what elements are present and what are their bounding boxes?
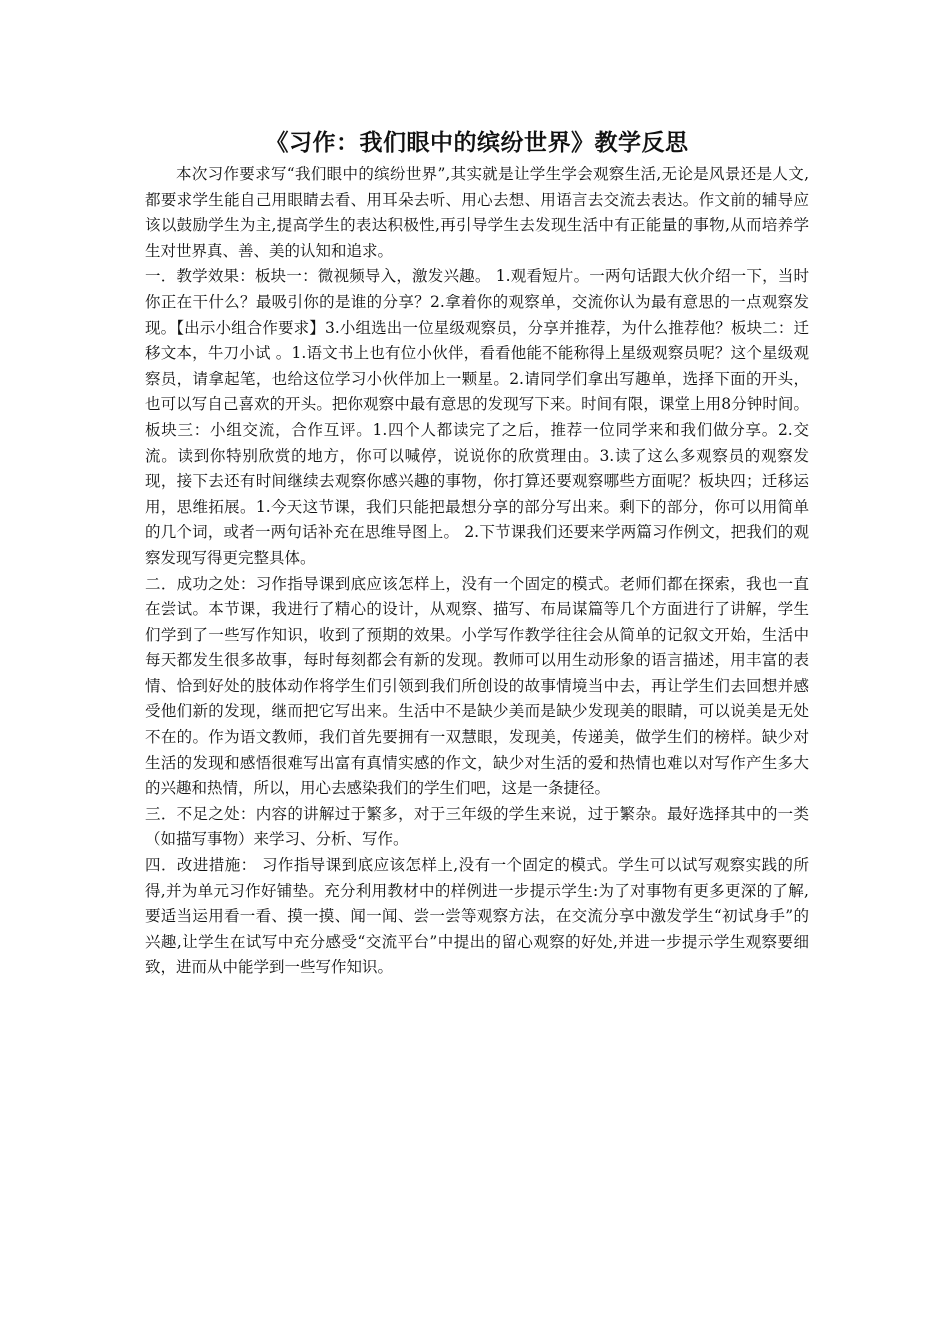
section-teaching-effect: 一．教学效果：板块一：微视频导入，激发兴趣。 1.观看短片。一两句话跟大伙介绍一下，当时你正在干什么？最吸引你的是谁的分享？2.拿着你的观察单，交流你认为最有意思的一点观察发现。【出示小组合作要求】3.小组选出一位星级观察员，分享并推荐，为什么推荐他？板块二：迁移文本，牛刀小试 。1.语文书上也有位小伙伴，看看他能不能称得上星级观察员呢？这个星级观察员，请拿起笔，也给这位学习小伙伴加上一颗星。2.请同学们拿出写趣单，选择下面的开头，也可以写自己喜欢的开头。把你观察中最有意思的发现写下来。时间有限，课堂上用8分钟时间。板块三：小组交流，合作互评。1.四个人都读完了之后，推荐一位同学来和我们做分享。2.交流。读到你特别欣赏的地方，你可以喊停，说说你的欣赏理由。3.读了这么多观察员的观察发现，接下去还有时间继续去观察你感兴趣的事物，你打算还要观察哪些方面呢？板块四；迁移运用，思维拓展。1.今天这节课，我们只能把最想分享的部分写出来。剩下的部分，你可以用简单的几个词，或者一两句话补充在思维导图上。 2.下节课我们还要来学两篇习作例文，把我们的观察发现写得更完整具体。 <box>145 267 809 567</box>
intro-paragraph: 本次习作要求写“我们眼中的缤纷世界”,其实就是让学生学会观察生活,无论是风景还是人文,都要求学生能自己用眼睛去看、用耳朵去听、用心去想、用语言去交流去表达。作文前的辅导应该以鼓励学生为主,提高学生的表达积极性,再引导学生去发现生活中有正能量的事物,从而培养学生对世界真、善、美的认知和追求。 <box>145 165 809 260</box>
section-successes: 二．成功之处：习作指导课到底应该怎样上，没有一个固定的模式。老师们都在探索，我也一直在尝试。本节课，我进行了精心的设计，从观察、描写、布局谋篇等几个方面进行了讲解，学生们学到了一些写作知识，收到了预期的效果。小学写作教学往往会从简单的记叙文开始，生活中每天都发生很多故事，每时每刻都会有新的发现。教师可以用生动形象的语言描述，用丰富的表情、恰到好处的肢体动作将学生们引领到我们所创设的故事情境当中去，再让学生们去回想并感受他们新的发现，继而把它写出来。生活中不是缺少美而是缺少发现美的眼睛，可以说美是无处不在的。作为语文教师，我们首先要拥有一双慧眼，发现美，传递美，做学生们的榜样。缺少对生活的发现和感悟很难写出富有真情实感的作文，缺少对生活的爱和热情也难以对写作产生多大的兴趣和热情，所以，用心去感染我们的学生们吧，这是一条捷径。 <box>145 574 809 798</box>
section-shortcomings: 三．不足之处：内容的讲解过于繁多，对于三年级的学生来说，过于繁杂。最好选择其中的一类（如描写事物）来学习、分析、写作。 <box>145 804 809 849</box>
section-improvements: 四．改进措施： 习作指导课到底应该怎样上,没有一个固定的模式。学生可以试写观察实践的所得,并为单元习作好铺垫。充分利用教材中的样例进一步提示学生:为了对事物有更多更深的了解,要适当运用看一看、摸一摸、闻一闻、尝一尝等观察方法，在交流分享中激发学生“初试身手”的兴趣,让学生在试写中充分感受“交流平台”中提出的留心观察的好处,并进一步提示学生观察要细致，进而从中能学到一些写作知识。 <box>145 856 809 977</box>
document-body <box>145 126 809 981</box>
document-title: 《习作：我们眼中的缤纷世界》教学反思 <box>265 130 689 156</box>
